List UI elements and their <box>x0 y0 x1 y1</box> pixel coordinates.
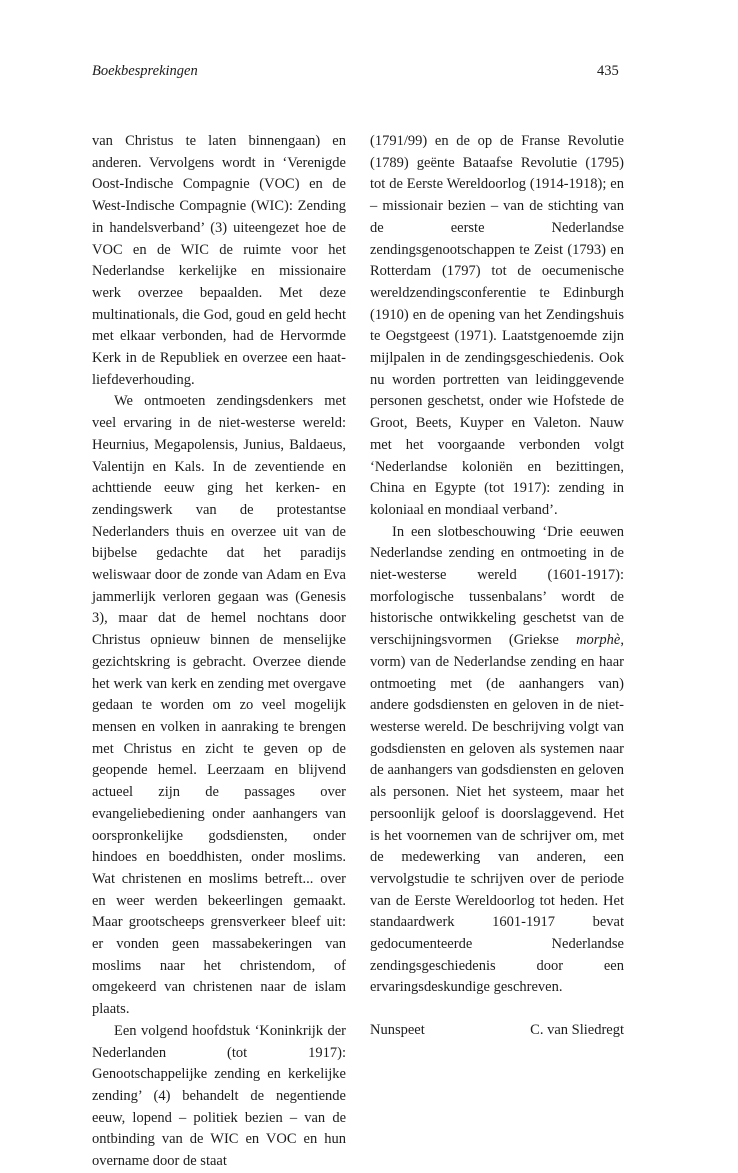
paragraph: We ontmoeten zendingsdenkers met veel ervaring in de niet-westerse wereld: Heurnius, Megapolensis, Junius, Baldaeus, Valentijn en Kals. In de zeventiende en achttiende eeuw ging het kerken- en zendingswerk van de protestantse Nederlanders thuis en overzee uit van de bijbelse gedachte dat het paradijs weliswaar door de zonde van Adam en Eva jammerlijk verloren gegaan was (Genesis 3), maar dat de hemel nochtans door Christus opnieuw binnen de menselijke gezichtskring is gebracht. Overzee diende het werk van kerk en zending met overgave gedaan te worden om zo veel mogelijk mensen en volken in aanraking te brengen met Christus en zicht te geven op de geopende hemel. Leerzaam en blijvend actueel zijn de passages over evangeliebediening onder aanhangers van oorspronkelijke godsdiensten, onder hindoes en boeddhisten, onder moslims. Wat christenen en moslims betreft... over en weer werden bekeerlingen gemaakt. Maar grootscheeps grensverkeer bleef uit: er vonden geen massabekeringen van moslims naar het christendom, of omgekeerd van christenen naar de islam plaats. <box>92 393 346 1018</box>
paragraph: van Christus te laten binnengaan) en anderen. Vervolgens wordt in ‘Verenigde Oost-Indische Compagnie (VOC) en de West-Indische Compagnie (WIC): Zending in handelsverband’ (3) uiteengezet hoe de VOC en de WIC de ruimte voor het Nederlandse kerkelijke en missionaire werk overzee bepaalden. Met deze multinationals, die God, goud en geld hecht met elkaar verbonden, had de Hervormde Kerk in de Republiek en overzee een haat-liefdeverhouding. <box>92 133 346 388</box>
right-column <box>370 131 624 1042</box>
greek-term: morphè <box>576 632 621 649</box>
page-number: 435 <box>597 63 619 79</box>
signature-place: Nunspeet <box>370 1022 425 1039</box>
paragraph-text: In een slotbeschouwing ‘Drie eeuwen Nederlandse zending en ontmoeting in de niet-westerse wereld (1601-1917): morfologische tussenbalans’ wordt de historische ontwikkeling geschetst van de verschijningsvormen (Griekse <box>370 523 624 649</box>
review-signature <box>370 1020 624 1042</box>
left-column <box>92 131 346 1173</box>
paragraph: Een volgend hoofdstuk ‘Koninkrijk der Nederlanden (tot 1917): Genootschappelijke zending en kerkelijke zending’ (4) behandelt de negentiende eeuw, lopend – politiek bezien – van de ontbinding van de WIC en VOC en hun overname door de staat <box>92 1022 346 1170</box>
paragraph-text: , vorm) van de Nederlandse zending en haar ontmoeting met (de aanhangers van) andere godsdiensten en geloven in de niet-westerse wereld. De beschrijving volgt van godsdiensten en geloven als systemen naar de aanhangers van godsdiensten en geloven als personen. Niet het systeem, maar het persoonlijk geloof is doorslaggevend. Het is het voornemen van de schrijver om, met de medewerking van anderen, een vervolgstudie te schrijven over de periode van de Eerste Wereldoorlog tot heden. Het standaardwerk 1601-1917 bevat gedocumenteerde Nederlandse zendingsgeschiedenis door een ervaringsdeskundige geschreven. <box>370 632 624 996</box>
signature-author: C. van Sliedregt <box>530 1022 624 1039</box>
paragraph: (1791/99) en de op de Franse Revolutie (1789) geënte Bataafse Revolutie (1795) tot de Eerste Wereldoorlog (1914-1918); en – missionair bezien – van de stichting van de eerste Nederlandse zendingsgenootschappen te Zeist (1793) en Rotterdam (1797) tot de oecumenische wereldzendingsconferentie te Edinburgh (1910) en de opening van het Zendingshuis te Oegstgeest (1971). Laatstgenoemde zijn mijlpalen in de zendingsgeschiedenis. Ook nu worden portretten van leidinggevende personen geschetst, onder wie Hofstede de Groot, Beets, Kuyper en Valeton. Nauw met het voorgaande verbonden volgt ‘Nederlandse koloniën en bezittingen, China en Egypte (tot 1917): zending in koloniaal en mondiaal verband’. <box>370 133 624 518</box>
paragraph <box>370 522 624 999</box>
running-header-title: Boekbesprekingen <box>92 63 198 79</box>
